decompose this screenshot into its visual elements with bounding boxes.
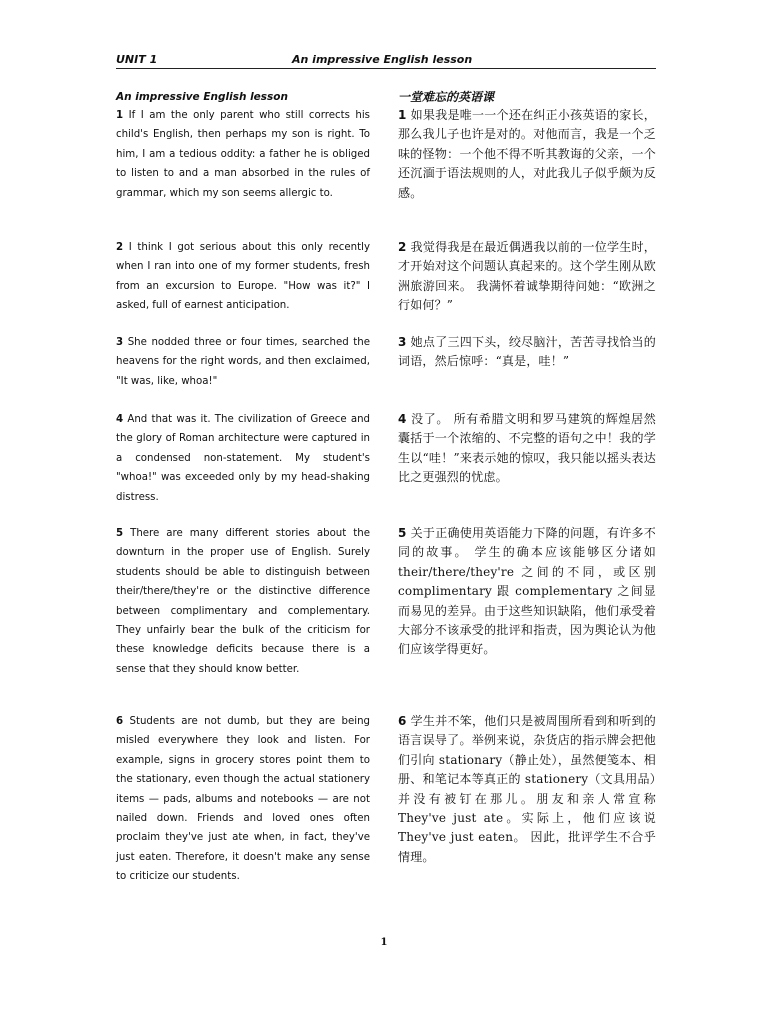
paragraph-number: 1: [116, 110, 124, 121]
chinese-paragraph: [398, 238, 656, 316]
paragraph-text: 没了。 所有希腊文明和罗马建筑的辉煌居然囊括于一个浓缩的、不完整的语句之中！我的学生以“哇！”来表示她的惊叹，我只能以摇头表达比之更强烈的忧虑。: [398, 412, 656, 485]
paragraph-text: 我觉得我是在最近偶遇我以前的一位学生时，才开始对这个问题认真起来的。这个学生刚从欧洲旅游回来。 我满怀着诚挚期待问她：“欧洲之行如何？”: [398, 240, 656, 313]
paragraph-number: 5: [116, 528, 124, 539]
chinese-title: 一堂难忘的英语课: [398, 90, 495, 104]
left-title-block: [116, 88, 370, 106]
page-header: [116, 50, 656, 70]
chinese-paragraph: [398, 712, 656, 867]
paragraph-text: I think I got serious about this only recently when I ran into one of my former students, fresh from an excursion to Europe. "How was it?" I asked, full of earnest anticipation.: [116, 242, 370, 312]
paragraph-text: 如果我是唯一一个还在纠正小孩英语的家长，那么我儿子也许是对的。对他而言，我是一个乏味的怪物：一个他不得不听其教诲的父亲，一个还沉湎于语法规则的人，对此我儿子似乎颇为反感。: [398, 108, 656, 200]
english-title: An impressive English lesson: [116, 91, 288, 103]
paragraph-number: 4: [116, 414, 124, 425]
right-title-block: [398, 88, 656, 106]
unit-label: UNIT 1: [116, 53, 158, 66]
chinese-paragraph: [398, 333, 656, 372]
english-paragraph: [116, 712, 370, 887]
chinese-paragraph: [398, 410, 656, 488]
paragraph-text: If I am the only parent who still corrects his child's English, then perhaps my son is right. To him, I am a tedious oddity: a father he is obliged to listen to and a man absorbed in the rules of grammar, which my son seems allergic to.: [116, 110, 370, 199]
header-title: An impressive English lesson: [292, 53, 473, 66]
english-paragraph: [116, 238, 370, 316]
english-paragraph: [116, 106, 370, 203]
english-paragraph: [116, 524, 370, 679]
paragraph-text: Students are not dumb, but they are being misled everywhere they look and listen. For example, signs in grocery stores point them to the stationary, even though the actual stationery items — pads, albums and notebooks — are not nailed down. Friends and loved ones often proclaim they've just ate when, in fact, they've just eaten. Therefore, it doesn't make any sense to criticize our students.: [116, 716, 370, 883]
paragraph-text: There are many different stories about the downturn in the proper use of English. Surely students should be able to distinguish between their/there/they're or the distinctive difference between complimentary and complementary. They unfairly bear the bulk of the criticism for these knowledge deficits because there is a sense that they should know better.: [116, 528, 370, 675]
paragraph-text: And that was it. The civilization of Greece and the glory of Roman architecture were captured in a condensed non-statement. My student's "whoa!" was exceeded only by my head-shaking distress.: [116, 414, 371, 503]
chinese-paragraph: [398, 524, 656, 660]
paragraph-number: 4: [398, 412, 407, 426]
paragraph-text: 关于正确使用英语能力下降的问题，有许多不同的故事。 学生的确本应该能够区分诸如 their/there/they're 之间的不同，或区别 complimentary 跟 complementary 之间显而易见的差异。由于这些知识缺陷，他们承受着大部分不该承受的批评和指责，因为舆论认为他们应该学得更好。: [398, 526, 656, 657]
paragraph-number: 3: [116, 337, 124, 348]
paragraph-text: 学生并不笨，他们只是被周围所看到和听到的语言误导了。举例来说，杂货店的指示牌会把他们引向 stationary（静止处），虽然便笺本、相册、和笔记本等真正的 stationery（文具用品）并没有被钉在那儿。朋友和亲人常宣称 They've just ate。实际上，他们应该说 They've just eaten。 因此，批评学生不合乎情理。: [398, 714, 656, 864]
paragraph-number: 1: [398, 108, 407, 122]
page-number: 1: [380, 937, 388, 948]
english-paragraph: [116, 333, 370, 391]
header-rule: [116, 68, 656, 69]
paragraph-number: 3: [398, 335, 407, 349]
paragraph-number: 2: [116, 242, 124, 253]
paragraph-number: 6: [116, 716, 124, 727]
paragraph-number: 5: [398, 526, 407, 540]
paragraph-number: 2: [398, 240, 407, 254]
paragraph-number: 6: [398, 714, 407, 728]
paragraph-text: 她点了三四下头，绞尽脑汁，苦苦寻找恰当的词语，然后惊呼：“真是，哇！”: [398, 335, 656, 369]
paragraph-text: She nodded three or four times, searched the heavens for the right words, and then exclaimed, "It was, like, whoa!": [116, 337, 370, 387]
english-paragraph: [116, 410, 370, 507]
chinese-paragraph: [398, 106, 656, 203]
